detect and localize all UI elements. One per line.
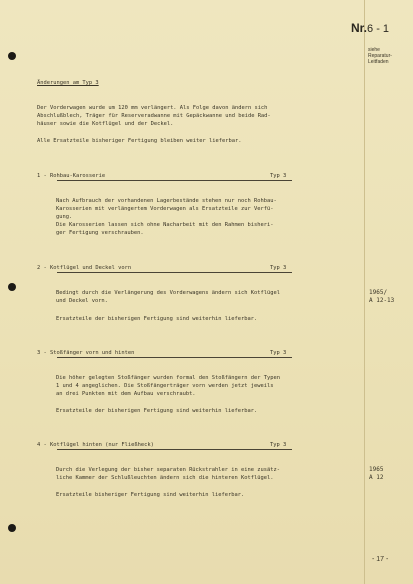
heading-rule (57, 272, 292, 273)
page-header (351, 21, 389, 35)
section-heading: 4 - Kotflügel hinten (nur Fließheck) (37, 442, 154, 448)
margin-note: A 12-13 (369, 297, 395, 304)
body-line: Ersatzteile der bisherigen Fertigung sind weiterhin lieferbar. (56, 316, 258, 322)
margin-divider (364, 0, 365, 584)
body-line: Die höher gelegten Stoßfänger wurden formal den Stoßfängern der Typen (56, 375, 280, 381)
margin-note: 1965 (369, 466, 384, 473)
heading-rule (57, 357, 292, 358)
sidebar-line: Reparatur- (368, 53, 392, 59)
body-line: liche Kammer der Schlußleuchten ändern sich die hinteren Kotflügel. (56, 475, 274, 481)
heading-rule (57, 180, 292, 181)
intro-line: Abschlußblech, Träger für Reserveradwanne mit Gepäckwanne und beide Rad- (37, 113, 271, 119)
margin-note: A 12 (369, 474, 384, 481)
section-heading: 2 - Kotflügel und Deckel vorn (37, 265, 132, 271)
body-line: Bedingt durch die Verlängerung des Vorderwagens ändern sich Kotflügel (56, 290, 280, 296)
body-line: Die Karosserien lassen sich ohne Nacharbeit mit den Rahmen bisheri- (56, 222, 274, 228)
sidebar-reference (368, 47, 412, 65)
punch-hole (8, 283, 16, 291)
body-line: Karosserien mit verlängertem Vorderwagen als Ersatzteile zur Verfü- (56, 206, 274, 212)
sidebar-line: siehe (368, 47, 380, 53)
body-line: 1 und 4 angeglichen. Die Stoßfängerträger vorn werden jetzt jeweils (56, 383, 274, 389)
intro-line: Der Vorderwagen wurde um 120 mm verlängert. Als Folge davon ändern sich (37, 105, 268, 111)
body-line: Nach Aufbrauch der vorhandenen Lagerbestände stehen nur noch Rohbau- (56, 198, 277, 204)
document-title: Änderungen am Typ 3 (37, 80, 99, 86)
section-type: Typ 3 (270, 173, 287, 179)
body-line: Durch die Verlegung der bisher separaten Rückstrahler in eine zusätz- (56, 467, 280, 473)
intro-line: Alle Ersatzteile bisheriger Fertigung bleiben weiter lieferbar. (37, 138, 242, 144)
section-heading: 3 - Stoßfänger vorn und hinten (37, 350, 135, 356)
page-number: - 17 - (372, 556, 389, 563)
sidebar-line: Leitfaden (368, 59, 389, 65)
body-line: gung. (56, 214, 73, 220)
section-heading: 1 - Rohbau-Karosserie (37, 173, 106, 179)
intro-line: häuser sowie die Kotflügel und der Deckel. (37, 121, 174, 127)
body-line: Ersatzteile der bisherigen Fertigung sind weiterhin lieferbar. (56, 408, 258, 414)
body-line: ger Fertigung verschrauben. (56, 230, 144, 236)
punch-hole (8, 524, 16, 532)
body-line: an drei Punkten mit dem Aufbau verschraubt. (56, 391, 196, 397)
header-prefix: Nr. (351, 21, 368, 35)
body-line: Ersatzteile bisheriger Fertigung sind weiterhin lieferbar. (56, 492, 245, 498)
margin-note: 1965/ (369, 289, 388, 296)
section-type: Typ 3 (270, 442, 287, 448)
section-type: Typ 3 (270, 265, 287, 271)
header-number: 6 - 1 (367, 23, 390, 35)
punch-hole (8, 52, 16, 60)
heading-rule (57, 449, 292, 450)
body-line: und Deckel vorn. (56, 298, 108, 304)
section-type: Typ 3 (270, 350, 287, 356)
